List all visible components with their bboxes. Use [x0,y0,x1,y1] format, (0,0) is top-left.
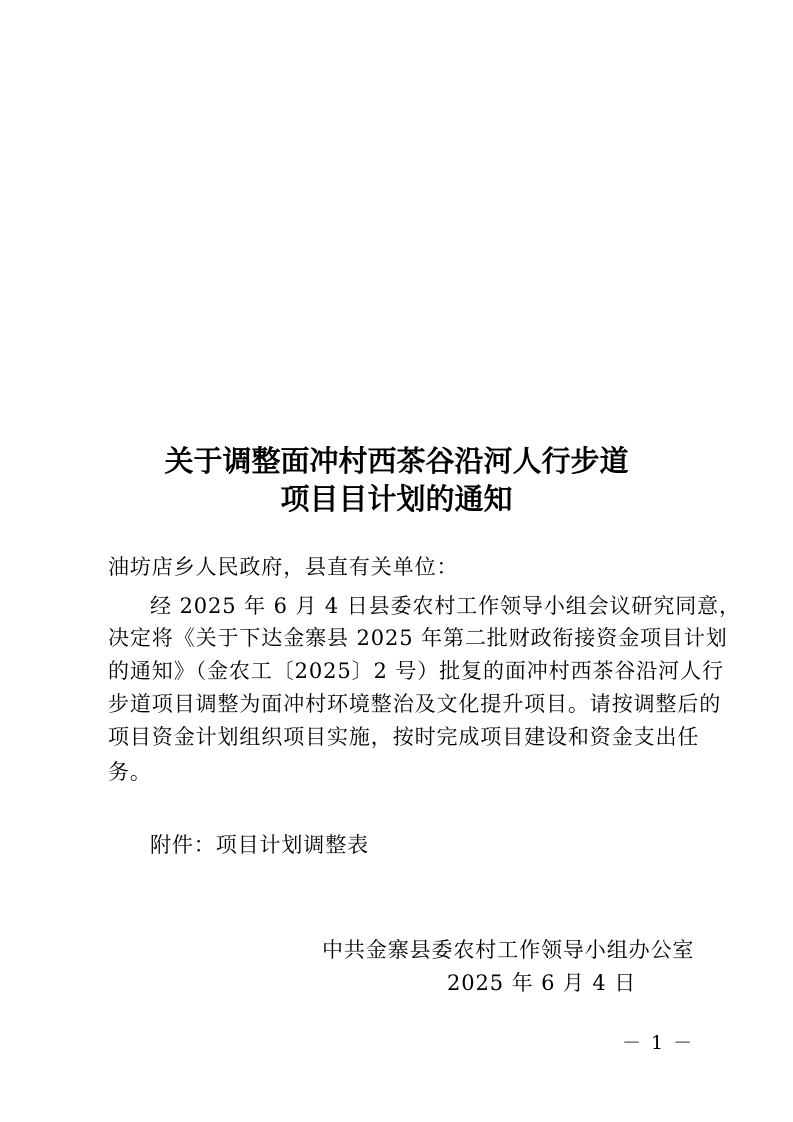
document-title-line-2: 项目目计划的通知 [280,482,513,516]
signature-date: 2025 年 6 月 4 日 [447,971,637,995]
attachment-note: 附件：项目计划调整表 [150,833,369,857]
body-line-5: 项目资金计划组织项目实施，按时完成项目建设和资金支出任 [108,725,700,749]
body-line-2: 决定将《关于下达金寨县 2025 年第二批财政衔接资金项目计划 [108,626,728,650]
body-line-1: 经 2025 年 6 月 4 日县委农村工作领导小组会议研究同意， [150,594,741,618]
body-line-3: 的通知》（金农工〔2025〕2 号）批复的面冲村西茶谷沿河人行 [108,659,724,683]
document-title-line-1: 关于调整面冲村西茶谷沿河人行步道 [164,444,629,478]
body-line-6: 务。 [108,760,152,784]
body-line-4: 步道项目调整为面冲村环境整治及文化提升项目。请按调整后的 [108,692,722,716]
salutation: 油坊店乡人民政府，县直有关单位： [108,555,459,579]
page-number: － 1 － [622,1032,695,1054]
signature-organization: 中共金寨县委农村工作领导小组办公室 [322,938,695,962]
